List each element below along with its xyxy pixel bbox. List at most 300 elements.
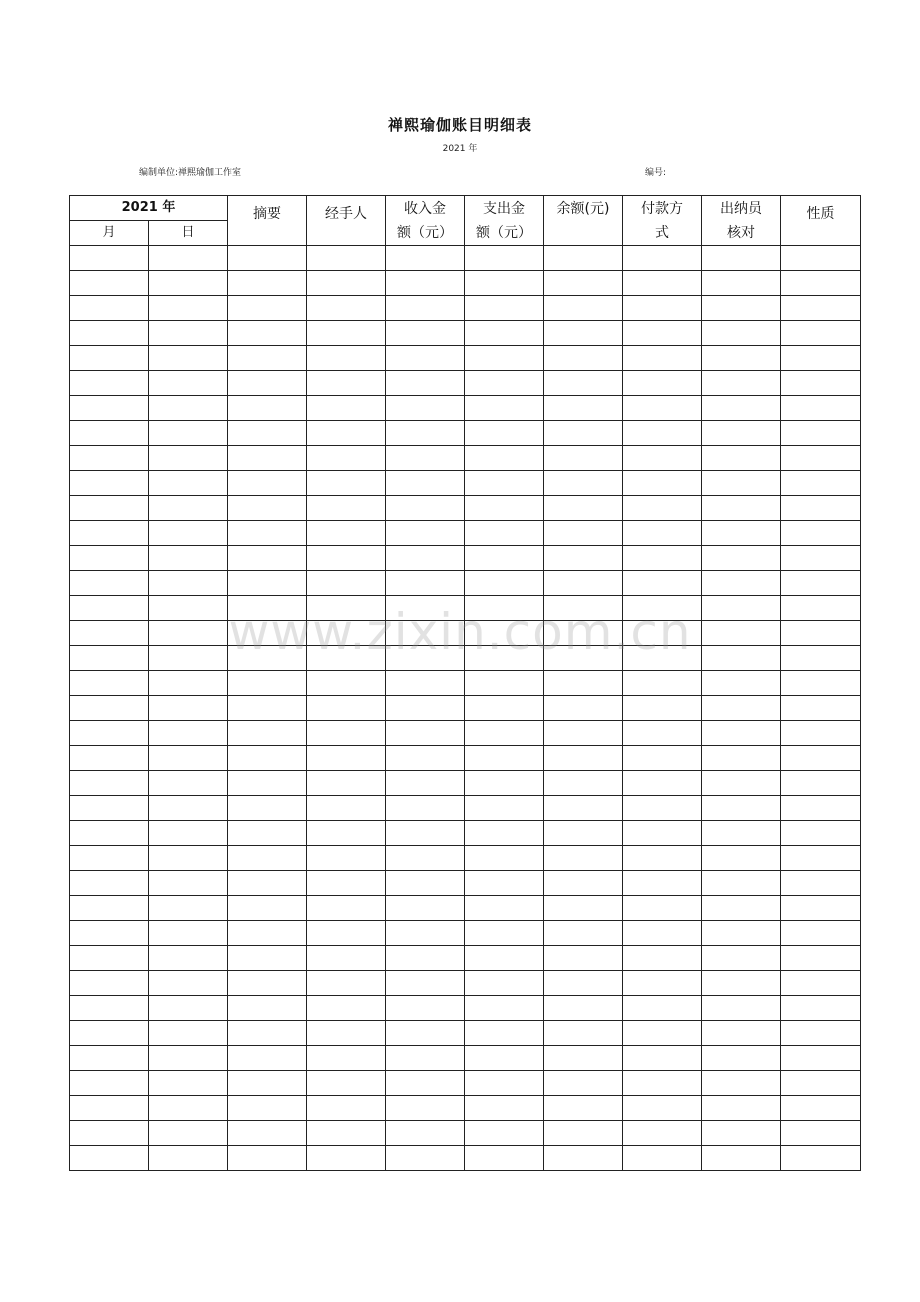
table-cell[interactable] (149, 371, 228, 396)
table-cell[interactable] (307, 446, 386, 471)
table-cell[interactable] (781, 346, 861, 371)
table-cell[interactable] (149, 621, 228, 646)
table-cell[interactable] (623, 1146, 702, 1171)
table-cell[interactable] (465, 496, 544, 521)
table-cell[interactable] (228, 1096, 307, 1121)
table-cell[interactable] (623, 871, 702, 896)
table-cell[interactable] (386, 971, 465, 996)
table-cell[interactable] (307, 946, 386, 971)
table-cell[interactable] (307, 246, 386, 271)
table-cell[interactable] (149, 396, 228, 421)
table-cell[interactable] (149, 1021, 228, 1046)
table-cell[interactable] (149, 996, 228, 1021)
table-cell[interactable] (149, 696, 228, 721)
table-cell[interactable] (702, 296, 781, 321)
table-cell[interactable] (228, 996, 307, 1021)
table-cell[interactable] (465, 246, 544, 271)
table-cell[interactable] (465, 1121, 544, 1146)
table-cell[interactable] (702, 1146, 781, 1171)
table-cell[interactable] (70, 246, 149, 271)
table-cell[interactable] (386, 1046, 465, 1071)
table-cell[interactable] (386, 1121, 465, 1146)
table-cell[interactable] (228, 571, 307, 596)
table-cell[interactable] (623, 1021, 702, 1046)
table-cell[interactable] (623, 721, 702, 746)
table-cell[interactable] (702, 596, 781, 621)
table-cell[interactable] (465, 771, 544, 796)
table-cell[interactable] (386, 671, 465, 696)
table-cell[interactable] (70, 546, 149, 571)
table-cell[interactable] (702, 746, 781, 771)
table-cell[interactable] (544, 696, 623, 721)
table-cell[interactable] (70, 746, 149, 771)
table-cell[interactable] (544, 896, 623, 921)
table-cell[interactable] (781, 996, 861, 1021)
table-cell[interactable] (386, 446, 465, 471)
table-cell[interactable] (544, 296, 623, 321)
table-cell[interactable] (781, 1121, 861, 1146)
table-cell[interactable] (149, 496, 228, 521)
table-cell[interactable] (228, 896, 307, 921)
table-cell[interactable] (465, 571, 544, 596)
table-cell[interactable] (307, 1096, 386, 1121)
table-cell[interactable] (307, 471, 386, 496)
table-cell[interactable] (386, 1146, 465, 1171)
table-cell[interactable] (544, 546, 623, 571)
table-cell[interactable] (623, 1096, 702, 1121)
table-cell[interactable] (623, 746, 702, 771)
table-cell[interactable] (70, 846, 149, 871)
table-cell[interactable] (228, 946, 307, 971)
table-cell[interactable] (465, 1046, 544, 1071)
table-cell[interactable] (623, 646, 702, 671)
table-cell[interactable] (70, 396, 149, 421)
table-cell[interactable] (623, 521, 702, 546)
table-cell[interactable] (386, 396, 465, 421)
table-cell[interactable] (544, 521, 623, 546)
table-cell[interactable] (70, 371, 149, 396)
table-cell[interactable] (70, 446, 149, 471)
table-cell[interactable] (465, 946, 544, 971)
table-cell[interactable] (386, 421, 465, 446)
table-cell[interactable] (386, 696, 465, 721)
table-cell[interactable] (702, 446, 781, 471)
table-cell[interactable] (149, 546, 228, 571)
table-cell[interactable] (544, 1096, 623, 1121)
table-cell[interactable] (781, 271, 861, 296)
table-cell[interactable] (702, 421, 781, 446)
table-cell[interactable] (465, 446, 544, 471)
table-cell[interactable] (544, 1146, 623, 1171)
table-cell[interactable] (781, 771, 861, 796)
table-cell[interactable] (228, 646, 307, 671)
table-cell[interactable] (70, 521, 149, 546)
table-cell[interactable] (781, 971, 861, 996)
table-cell[interactable] (544, 246, 623, 271)
table-cell[interactable] (386, 946, 465, 971)
table-cell[interactable] (544, 471, 623, 496)
table-cell[interactable] (623, 396, 702, 421)
table-cell[interactable] (465, 746, 544, 771)
table-cell[interactable] (307, 846, 386, 871)
table-cell[interactable] (307, 671, 386, 696)
table-cell[interactable] (149, 1071, 228, 1096)
table-cell[interactable] (465, 396, 544, 421)
table-cell[interactable] (781, 596, 861, 621)
table-cell[interactable] (149, 721, 228, 746)
table-cell[interactable] (70, 971, 149, 996)
table-cell[interactable] (702, 546, 781, 571)
table-cell[interactable] (544, 1046, 623, 1071)
table-cell[interactable] (70, 946, 149, 971)
table-cell[interactable] (228, 1146, 307, 1171)
table-cell[interactable] (307, 821, 386, 846)
table-cell[interactable] (386, 621, 465, 646)
table-cell[interactable] (70, 646, 149, 671)
table-cell[interactable] (228, 246, 307, 271)
table-cell[interactable] (228, 771, 307, 796)
table-cell[interactable] (228, 871, 307, 896)
table-cell[interactable] (228, 1071, 307, 1096)
table-cell[interactable] (465, 996, 544, 1021)
table-cell[interactable] (623, 271, 702, 296)
table-cell[interactable] (70, 771, 149, 796)
table-cell[interactable] (781, 1021, 861, 1046)
table-cell[interactable] (228, 746, 307, 771)
table-cell[interactable] (465, 321, 544, 346)
table-cell[interactable] (149, 946, 228, 971)
table-cell[interactable] (544, 1071, 623, 1096)
table-cell[interactable] (149, 296, 228, 321)
table-cell[interactable] (465, 1071, 544, 1096)
table-cell[interactable] (386, 346, 465, 371)
table-cell[interactable] (386, 896, 465, 921)
table-cell[interactable] (544, 571, 623, 596)
table-cell[interactable] (781, 721, 861, 746)
table-cell[interactable] (228, 296, 307, 321)
table-cell[interactable] (228, 921, 307, 946)
table-cell[interactable] (307, 496, 386, 521)
table-cell[interactable] (623, 296, 702, 321)
table-cell[interactable] (386, 996, 465, 1021)
table-cell[interactable] (702, 946, 781, 971)
table-cell[interactable] (623, 971, 702, 996)
table-cell[interactable] (149, 596, 228, 621)
table-cell[interactable] (228, 621, 307, 646)
table-cell[interactable] (623, 471, 702, 496)
table-cell[interactable] (228, 1046, 307, 1071)
table-cell[interactable] (465, 346, 544, 371)
table-cell[interactable] (149, 346, 228, 371)
table-cell[interactable] (623, 1046, 702, 1071)
table-cell[interactable] (544, 971, 623, 996)
table-cell[interactable] (544, 746, 623, 771)
table-cell[interactable] (386, 596, 465, 621)
table-cell[interactable] (70, 1146, 149, 1171)
table-cell[interactable] (702, 471, 781, 496)
table-cell[interactable] (70, 471, 149, 496)
table-cell[interactable] (544, 421, 623, 446)
table-cell[interactable] (781, 821, 861, 846)
table-cell[interactable] (623, 946, 702, 971)
table-cell[interactable] (228, 371, 307, 396)
table-cell[interactable] (386, 296, 465, 321)
table-cell[interactable] (228, 796, 307, 821)
table-cell[interactable] (228, 1021, 307, 1046)
table-cell[interactable] (623, 446, 702, 471)
table-cell[interactable] (465, 371, 544, 396)
table-cell[interactable] (386, 571, 465, 596)
table-cell[interactable] (70, 871, 149, 896)
table-cell[interactable] (70, 996, 149, 1021)
table-cell[interactable] (386, 771, 465, 796)
table-cell[interactable] (623, 846, 702, 871)
table-cell[interactable] (465, 421, 544, 446)
table-cell[interactable] (544, 796, 623, 821)
table-cell[interactable] (781, 546, 861, 571)
table-cell[interactable] (544, 446, 623, 471)
table-cell[interactable] (544, 871, 623, 896)
table-cell[interactable] (149, 896, 228, 921)
table-cell[interactable] (702, 821, 781, 846)
table-cell[interactable] (307, 271, 386, 296)
table-cell[interactable] (228, 346, 307, 371)
table-cell[interactable] (307, 921, 386, 946)
table-cell[interactable] (386, 496, 465, 521)
table-cell[interactable] (228, 496, 307, 521)
table-cell[interactable] (149, 921, 228, 946)
table-cell[interactable] (149, 846, 228, 871)
table-cell[interactable] (70, 671, 149, 696)
table-cell[interactable] (70, 421, 149, 446)
table-cell[interactable] (544, 821, 623, 846)
table-cell[interactable] (702, 1071, 781, 1096)
table-cell[interactable] (307, 396, 386, 421)
table-cell[interactable] (307, 796, 386, 821)
table-cell[interactable] (149, 771, 228, 796)
table-cell[interactable] (70, 271, 149, 296)
table-cell[interactable] (307, 996, 386, 1021)
table-cell[interactable] (781, 621, 861, 646)
table-cell[interactable] (544, 846, 623, 871)
table-cell[interactable] (228, 396, 307, 421)
table-cell[interactable] (149, 971, 228, 996)
table-cell[interactable] (307, 421, 386, 446)
table-cell[interactable] (465, 1096, 544, 1121)
table-cell[interactable] (781, 321, 861, 346)
table-cell[interactable] (781, 871, 861, 896)
table-cell[interactable] (702, 771, 781, 796)
table-cell[interactable] (702, 321, 781, 346)
table-cell[interactable] (149, 246, 228, 271)
table-cell[interactable] (70, 1021, 149, 1046)
table-cell[interactable] (465, 296, 544, 321)
table-cell[interactable] (386, 846, 465, 871)
table-cell[interactable] (149, 796, 228, 821)
table-cell[interactable] (386, 921, 465, 946)
table-cell[interactable] (307, 896, 386, 921)
table-cell[interactable] (70, 1071, 149, 1096)
table-cell[interactable] (781, 246, 861, 271)
table-cell[interactable] (70, 296, 149, 321)
table-cell[interactable] (623, 671, 702, 696)
table-cell[interactable] (70, 496, 149, 521)
table-cell[interactable] (307, 296, 386, 321)
table-cell[interactable] (781, 396, 861, 421)
table-cell[interactable] (544, 596, 623, 621)
table-cell[interactable] (623, 896, 702, 921)
table-cell[interactable] (465, 621, 544, 646)
table-cell[interactable] (702, 896, 781, 921)
table-cell[interactable] (307, 546, 386, 571)
table-cell[interactable] (307, 771, 386, 796)
table-cell[interactable] (702, 1046, 781, 1071)
table-cell[interactable] (228, 971, 307, 996)
table-cell[interactable] (386, 871, 465, 896)
table-cell[interactable] (781, 421, 861, 446)
table-cell[interactable] (149, 871, 228, 896)
table-cell[interactable] (386, 1096, 465, 1121)
table-cell[interactable] (544, 271, 623, 296)
table-cell[interactable] (781, 846, 861, 871)
table-cell[interactable] (544, 496, 623, 521)
table-cell[interactable] (781, 471, 861, 496)
table-cell[interactable] (149, 571, 228, 596)
table-cell[interactable] (465, 921, 544, 946)
table-cell[interactable] (228, 521, 307, 546)
table-cell[interactable] (307, 646, 386, 671)
table-cell[interactable] (623, 996, 702, 1021)
table-cell[interactable] (702, 796, 781, 821)
table-cell[interactable] (70, 1096, 149, 1121)
table-cell[interactable] (702, 371, 781, 396)
table-cell[interactable] (544, 771, 623, 796)
table-cell[interactable] (70, 821, 149, 846)
table-cell[interactable] (465, 721, 544, 746)
table-cell[interactable] (307, 1071, 386, 1096)
table-cell[interactable] (781, 296, 861, 321)
table-cell[interactable] (465, 471, 544, 496)
table-cell[interactable] (307, 871, 386, 896)
table-cell[interactable] (465, 871, 544, 896)
table-cell[interactable] (702, 571, 781, 596)
table-cell[interactable] (781, 671, 861, 696)
table-cell[interactable] (623, 421, 702, 446)
table-cell[interactable] (307, 971, 386, 996)
table-cell[interactable] (702, 521, 781, 546)
table-cell[interactable] (465, 796, 544, 821)
table-cell[interactable] (623, 1121, 702, 1146)
table-cell[interactable] (781, 646, 861, 671)
table-cell[interactable] (465, 821, 544, 846)
table-cell[interactable] (702, 971, 781, 996)
table-cell[interactable] (702, 621, 781, 646)
table-cell[interactable] (781, 571, 861, 596)
table-cell[interactable] (544, 721, 623, 746)
table-cell[interactable] (465, 271, 544, 296)
table-cell[interactable] (702, 1096, 781, 1121)
table-cell[interactable] (623, 546, 702, 571)
table-cell[interactable] (386, 721, 465, 746)
table-cell[interactable] (228, 321, 307, 346)
table-cell[interactable] (623, 621, 702, 646)
table-cell[interactable] (702, 1121, 781, 1146)
table-cell[interactable] (623, 321, 702, 346)
table-cell[interactable] (702, 671, 781, 696)
table-cell[interactable] (149, 521, 228, 546)
table-cell[interactable] (781, 446, 861, 471)
table-cell[interactable] (228, 271, 307, 296)
table-cell[interactable] (623, 921, 702, 946)
table-cell[interactable] (465, 896, 544, 921)
table-cell[interactable] (149, 746, 228, 771)
table-cell[interactable] (544, 321, 623, 346)
table-cell[interactable] (386, 821, 465, 846)
table-cell[interactable] (149, 1146, 228, 1171)
table-cell[interactable] (702, 346, 781, 371)
table-cell[interactable] (781, 371, 861, 396)
table-cell[interactable] (544, 396, 623, 421)
table-cell[interactable] (70, 696, 149, 721)
table-cell[interactable] (544, 1121, 623, 1146)
table-cell[interactable] (70, 1046, 149, 1071)
table-cell[interactable] (307, 321, 386, 346)
table-cell[interactable] (544, 946, 623, 971)
table-cell[interactable] (781, 521, 861, 546)
table-cell[interactable] (386, 646, 465, 671)
table-cell[interactable] (544, 921, 623, 946)
table-cell[interactable] (781, 1146, 861, 1171)
table-cell[interactable] (623, 346, 702, 371)
table-cell[interactable] (149, 446, 228, 471)
table-cell[interactable] (70, 346, 149, 371)
table-cell[interactable] (702, 871, 781, 896)
table-cell[interactable] (149, 1046, 228, 1071)
table-cell[interactable] (307, 696, 386, 721)
table-cell[interactable] (781, 1071, 861, 1096)
table-cell[interactable] (386, 796, 465, 821)
table-cell[interactable] (465, 1021, 544, 1046)
table-cell[interactable] (307, 1046, 386, 1071)
table-cell[interactable] (623, 571, 702, 596)
table-cell[interactable] (386, 521, 465, 546)
table-cell[interactable] (386, 246, 465, 271)
table-cell[interactable] (70, 571, 149, 596)
table-cell[interactable] (702, 496, 781, 521)
table-cell[interactable] (228, 546, 307, 571)
table-cell[interactable] (386, 746, 465, 771)
table-cell[interactable] (465, 1146, 544, 1171)
table-cell[interactable] (781, 496, 861, 521)
table-cell[interactable] (623, 371, 702, 396)
table-cell[interactable] (465, 546, 544, 571)
table-cell[interactable] (623, 596, 702, 621)
table-cell[interactable] (781, 946, 861, 971)
table-cell[interactable] (70, 721, 149, 746)
table-cell[interactable] (544, 371, 623, 396)
table-cell[interactable] (702, 996, 781, 1021)
table-cell[interactable] (465, 596, 544, 621)
table-cell[interactable] (228, 696, 307, 721)
table-cell[interactable] (228, 421, 307, 446)
table-cell[interactable] (70, 796, 149, 821)
table-cell[interactable] (228, 846, 307, 871)
table-cell[interactable] (149, 1121, 228, 1146)
table-cell[interactable] (544, 1021, 623, 1046)
table-cell[interactable] (228, 671, 307, 696)
table-cell[interactable] (386, 1071, 465, 1096)
table-cell[interactable] (228, 446, 307, 471)
